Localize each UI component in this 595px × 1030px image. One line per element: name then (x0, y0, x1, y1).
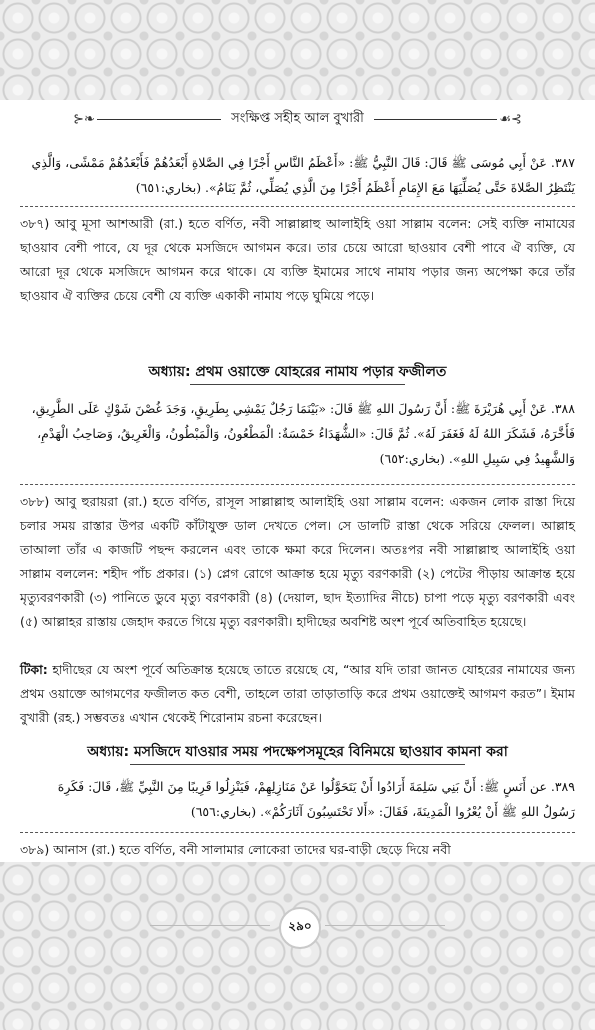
page-number-ornament-left (150, 925, 270, 926)
arabic-line: ٣٨٩. عن أَنَسٍ ﷺ: أَنَّ بَنِي سَلِمَةَ أَرَادُوا أَنْ يَتَحَوَّلُوا عَنْ مَنَازِلِهِمْ، فَيَنْزِلُوا قَرِيبًا مِنَ النَّبِيِّ ﷺ، قَالَ: فَكَرِهَ (57, 779, 575, 794)
page-number: ২৯০ (279, 907, 321, 949)
hadith-389-arabic (20, 774, 575, 824)
dashed-divider (20, 206, 575, 207)
hadith-388-bengali: ৩৮৮) আবু হুরায়রা (রা.) হতে বর্ণিত, রাসূল সাল্লাল্লাহু আলাইহি ওয়া সাল্লাম বলেন: একজন লোক রাস্তা দিয়ে চলার সময় রাস্তার উপর একটি কাঁটাযুক্ত ডাল দেখতে পেল। সে ডালটি রাস্তা থেকে সরিয়ে ফেলল। আল্লাহ তাআলা তাঁর এ কাজটি পছন্দ করলেন এবং তাকে ক্ষমা করে দিলেন। অতঃপর নবী সাল্লাল্লাহু আলাইহি ওয়া সাল্লাম বললেন: শহীদ পাঁচ প্রকার। (১) প্লেগ রোগে আক্রান্ত হয়ে মৃত্যু বরণকারী (২) পেটের পীড়ায় আক্রান্ত হয়ে মৃত্যুবরণকারী (৩) পানিতে ডুবে মৃত্যু বরণকারী (৪) (দেয়াল, ছাদ ইত্যাদির নীচে) চাপা পড়ে মৃত্যু বরণকারী এবং (৫) আল্লাহর রাস্তায় জেহাদ করতে গিয়ে মৃত্যু বরণকারী। হাদীছের অবশিষ্ট অংশ পূর্বে অতিবাহিত হয়েছে। (20, 494, 575, 629)
ornament-left-glyph: ⊱❧ (73, 111, 95, 127)
arabic-line: ٣٨٨. عَنْ أَبِي هُرَيْرَةَ ﷺ: أَنَّ رَسُولَ اللهِ ﷺ قَالَ: «بَيْنَمَا رَجُلٌ يَمْشِي بِطَرِيقٍ، وَجَدَ غُصْنَ شَوْكٍ عَلَى الطَّرِيقِ، (31, 401, 575, 416)
running-header (0, 104, 595, 134)
arabic-line: يَنْتَظِرُ الصَّلاةَ حَتَّى يُصَلِّيَهَا مَعَ الإِمَامِ أَعْظَمُ أَجْرًا مِنَ الَّذِي يُصَلِّي، ثُمَّ يَنَامُ». (بخاري:٦٥١) (135, 180, 575, 195)
header-ornament-left (71, 112, 221, 127)
hadith-389-bengali: ৩৮৯) আনাস (রা.) হতে বর্ণিত, বনী সালামার লোকেরা তাদের ঘর-বাড়ী ছেড়ে দিয়ে নবী (20, 842, 451, 857)
page-number-ornament-right (325, 925, 445, 926)
top-decorative-pattern (0, 0, 595, 100)
ornament-right-glyph: ☙⊰ (499, 111, 522, 127)
arabic-line: وَالشَّهِيدُ فِي سَبِيلِ اللهِ». (بخاري:٦٥٢) (379, 451, 575, 466)
chapter-heading: অধ্যায়: মসজিদে যাওয়ার সময় পদক্ষেপসমূহের বিনিময়ে ছাওয়াব কামনা করা (87, 744, 508, 760)
header-ornament-right (374, 112, 524, 127)
arabic-line: فَأَخَّرَهُ، فَشَكَرَ اللهُ لَهُ فَغَفَرَ لَهُ». ثُمَّ قَالَ: «الشُّهَدَاءُ خَمْسَةٌ: الْمَطْعُونُ، وَالْمَبْطُونُ، وَالْغَرِيقُ، وَصَاحِبُ الْهَدْمِ، (37, 426, 575, 441)
book-title: সংক্ষিপ্ত সহীহ আল বুখারী (231, 110, 364, 126)
dashed-divider (20, 832, 575, 833)
footnote-text: হাদীছের যে অংশ পূর্বে অতিক্রান্ত হয়েছে তাতে রয়েছে যে, “আর যদি তারা জানত যোহরের নামাযের জন্য প্রথম ওয়াক্তে আগমণের ফজীলত কত বেশী, তাহলে তারা তাড়াতাড়ি করে প্রথম ওয়াক্তেই আগমণ করত”। ইমাম বুখারী (রহ.) সম্ভবতঃ এখান থেকেই শিরোনাম রচনা করেছেন। (20, 662, 575, 725)
arabic-line: رَسُولُ اللهِ ﷺ أَنْ يُعْرُوا الْمَدِينَةَ، فَقَالَ: «أَلا تَحْتَسِبُونَ آثَارَكُمْ». (بخاري:٦٥٦) (190, 804, 575, 819)
footnote-label: টিকা: (20, 662, 48, 677)
chapter-underline (190, 384, 405, 385)
hadith-387-bengali: ৩৮৭) আবু মূসা আশআরী (রা.) হতে বর্ণিত, নবী সাল্লাল্লাহু আলাইহি ওয়া সাল্লাম বলেন: সেই ব্যক্তি নামাযের ছাওয়াব বেশী পাবে, যে দূর থেকে মসজিদে আগমন করে। তার চেয়ে আরো ছাওয়াব বেশী পাবে ঐ ব্যক্তি, যে আরো দূর থেকে মসজিদে আগমন করে থাকে। যে ব্যক্তি ইমামের সাথে নামায পড়ার জন্য অপেক্ষা করে তাঁর ছাওয়াব ঐ ব্যক্তির চেয়ে বেশী যে ব্যক্তি একাকী নামায পড়ে ঘুমিয়ে পড়ে। (20, 216, 575, 303)
chapter-underline (130, 764, 465, 765)
hadith-388-arabic (20, 396, 575, 471)
footnote (20, 658, 575, 730)
dashed-divider (20, 484, 575, 485)
arabic-line: ٣٨٧. عَنْ أَبِي مُوسَى ﷺ قَالَ: قَالَ النَّبِيُّ ﷺ: «أَعْظَمُ النَّاسِ أَجْرًا فِي الصَّلاةِ أَبْعَدُهُمْ فَأَبْعَدُهُمْ مَمْشًى، وَالَّذِي (31, 155, 575, 170)
chapter-heading: অধ্যায়: প্রথম ওয়াক্তে যোহরের নামায পড়ার ফজীলত (148, 364, 447, 380)
hadith-387-arabic (20, 150, 575, 200)
